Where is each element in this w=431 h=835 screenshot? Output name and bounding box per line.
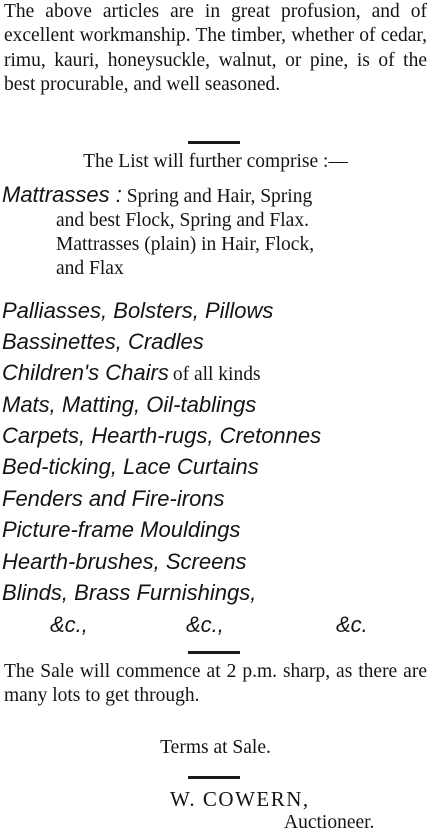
list-item: Fenders and Fire-irons bbox=[2, 486, 225, 511]
list-item-childrens-chairs bbox=[2, 358, 261, 391]
list-item: Carpets, Hearth-rugs, Cretonnes bbox=[2, 423, 322, 448]
list-item: Mats, Matting, Oil-tablings bbox=[2, 392, 257, 417]
auctioneer-name: W. COWERN, bbox=[170, 787, 310, 811]
list-intro: The List will further comprise :— bbox=[83, 151, 348, 172]
divider-rule bbox=[188, 141, 240, 144]
list-item: Picture-frame Mouldings bbox=[2, 517, 241, 542]
terms-line: Terms at Sale. bbox=[160, 737, 271, 758]
mattresses-entry bbox=[2, 183, 427, 281]
auctioneer-title: Auctioneer. bbox=[284, 812, 375, 833]
list-item: Bed-ticking, Lace Curtains bbox=[2, 454, 259, 479]
sale-paragraph: The Sale will commence at 2 p.m. sharp, as there are many lots to get through. bbox=[4, 661, 427, 707]
mattresses-line2: and best Flock, Spring and Flax. bbox=[56, 210, 309, 231]
mattresses-title: Mattrasses : bbox=[2, 182, 122, 207]
divider-rule bbox=[188, 776, 240, 779]
list-item: Blinds, Brass Furnishings, bbox=[2, 580, 257, 605]
mattresses-line1: Spring and Hair, Spring bbox=[126, 186, 313, 207]
list-item-suffix: of all kinds bbox=[172, 364, 261, 385]
list-item: Palliasses, Bolsters, Pillows bbox=[2, 298, 274, 323]
divider-rule bbox=[188, 651, 240, 654]
mattresses-line4: and Flax bbox=[56, 258, 124, 279]
etc-mark: &c., bbox=[50, 612, 88, 637]
mattresses-line3: Mattrasses (plain) in Hair, Flock, bbox=[56, 234, 315, 255]
mattresses-first-line bbox=[2, 183, 427, 209]
list-item: Hearth-brushes, Screens bbox=[2, 549, 247, 574]
list-item-label: Children's Chairs bbox=[2, 360, 169, 385]
etc-row bbox=[0, 612, 431, 642]
list-item: Bassinettes, Cradles bbox=[2, 329, 204, 354]
etc-mark: &c., bbox=[186, 612, 224, 637]
etc-mark: &c. bbox=[336, 612, 368, 637]
intro-paragraph: The above articles are in great profusion, and of excellent workmanship. The timber, whether of cedar, rimu, kauri, honeysuckle, walnut, or pine, is of the best procurable, and well seasoned. bbox=[4, 1, 427, 95]
